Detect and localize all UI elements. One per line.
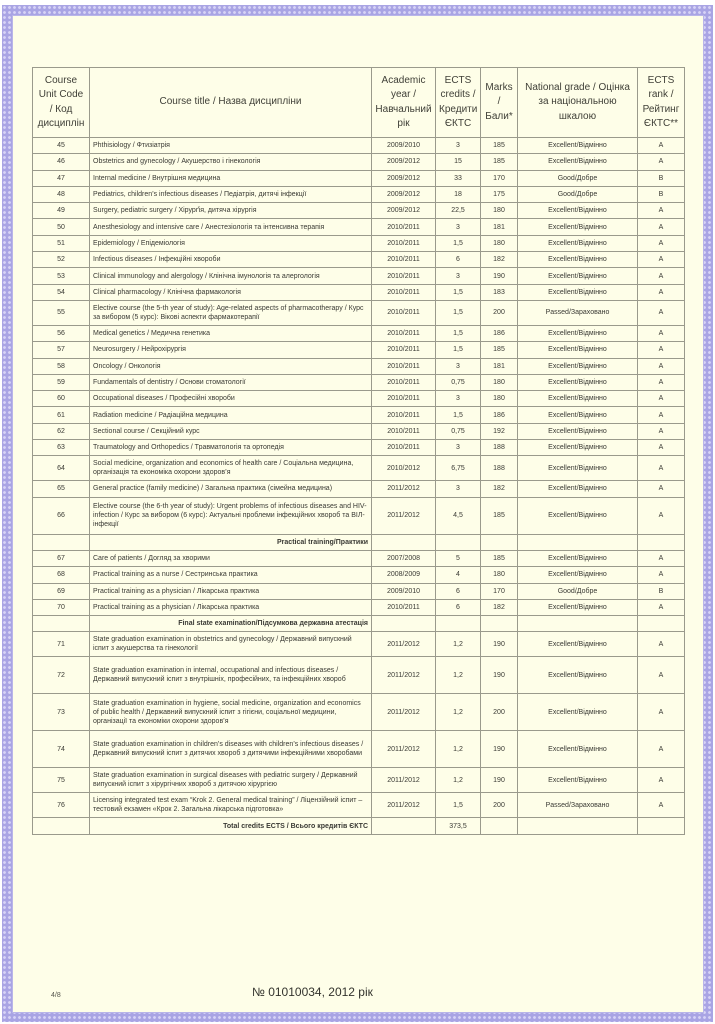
national-grade: Excellent/Відмінно: [518, 407, 638, 423]
academic-year: 2010/2012: [372, 456, 436, 481]
course-code: 56: [33, 325, 90, 341]
national-grade: Passed/Зараховано: [518, 793, 638, 818]
academic-year: 2010/2011: [372, 374, 436, 390]
course-code: 50: [33, 219, 90, 235]
marks: 181: [481, 219, 518, 235]
page-indicator: 4/8: [51, 992, 61, 999]
national-grade: Excellent/Відмінно: [518, 481, 638, 497]
marks: 175: [481, 186, 518, 202]
header-marks: Marks / Бали*: [481, 68, 518, 138]
ects-credits: 4: [436, 567, 481, 583]
national-grade: Excellent/Відмінно: [518, 203, 638, 219]
table-row: [33, 252, 685, 268]
ects-credits: 1,5: [436, 407, 481, 423]
national-grade: Good/Добре: [518, 583, 638, 599]
ects-credits: 3: [436, 481, 481, 497]
course-code: 45: [33, 138, 90, 154]
section-title-final: Final state examination/Підсумкова державна атестація: [90, 616, 372, 632]
academic-year: 2011/2012: [372, 793, 436, 818]
course-code: 69: [33, 583, 90, 599]
course-code: 60: [33, 391, 90, 407]
national-grade: Good/Добре: [518, 186, 638, 202]
ects-rank: B: [638, 583, 685, 599]
total-credits: 373,5: [436, 818, 481, 835]
national-grade: Excellent/Відмінно: [518, 599, 638, 615]
marks: 185: [481, 342, 518, 358]
national-grade: Excellent/Відмінно: [518, 154, 638, 170]
marks: 185: [481, 497, 518, 534]
academic-year: 2011/2012: [372, 694, 436, 731]
marks: 192: [481, 423, 518, 439]
national-grade: Excellent/Відмінно: [518, 358, 638, 374]
course-title: Neurosurgery / Нейрохірургія: [90, 342, 372, 358]
course-code: 57: [33, 342, 90, 358]
course-code: 52: [33, 252, 90, 268]
ects-credits: 3: [436, 358, 481, 374]
table-row: [33, 170, 685, 186]
course-code: 61: [33, 407, 90, 423]
academic-year: 2010/2011: [372, 440, 436, 456]
ects-credits: 1,5: [436, 284, 481, 300]
course-title: Surgery, pediatric surgery / Хірурґія, дитяча хірургія: [90, 203, 372, 219]
ects-rank: A: [638, 325, 685, 341]
course-title: Occupational diseases / Професійні хвороби: [90, 391, 372, 407]
course-title: Obstetrics and gynecology / Акушерство і гінекологія: [90, 154, 372, 170]
table-row: [33, 768, 685, 793]
academic-year: 2010/2011: [372, 407, 436, 423]
header-grade: National grade / Оцінка за національною шкалою: [518, 68, 638, 138]
table-row: [33, 423, 685, 439]
academic-year: 2010/2011: [372, 284, 436, 300]
national-grade: Excellent/Відмінно: [518, 423, 638, 439]
national-grade: Excellent/Відмінно: [518, 219, 638, 235]
table-row: [33, 657, 685, 694]
ects-rank: A: [638, 567, 685, 583]
academic-year: 2010/2011: [372, 219, 436, 235]
academic-year: 2009/2012: [372, 154, 436, 170]
course-title: Elective course (the 6-th year of study): Urgent problems of infectious diseases and HIV-infection / Курс за вибором (6 курс): Актуальні проблеми інфекційних хвороб та ВІЛ-інфекції: [90, 497, 372, 534]
course-code: 75: [33, 768, 90, 793]
ects-rank: A: [638, 456, 685, 481]
course-title: State graduation examination in surgical diseases with pediatric surgery / Державний випускний іспит з хірургічних хвороб з дитячою хірургією: [90, 768, 372, 793]
national-grade: Excellent/Відмінно: [518, 235, 638, 251]
total-label: Total credits ECTS / Всього кредитів ЄКТС: [90, 818, 372, 835]
national-grade: Excellent/Відмінно: [518, 284, 638, 300]
course-code: 71: [33, 632, 90, 657]
ects-credits: 1,2: [436, 632, 481, 657]
ects-rank: A: [638, 440, 685, 456]
academic-year: 2007/2008: [372, 550, 436, 566]
ects-rank: A: [638, 154, 685, 170]
course-title: Fundamentals of dentistry / Основи стоматології: [90, 374, 372, 390]
national-grade: Excellent/Відмінно: [518, 252, 638, 268]
ects-rank: A: [638, 793, 685, 818]
ects-credits: 3: [436, 268, 481, 284]
academic-year: 2011/2012: [372, 731, 436, 768]
marks: 180: [481, 567, 518, 583]
national-grade: Excellent/Відмінно: [518, 632, 638, 657]
ects-credits: 18: [436, 186, 481, 202]
ects-rank: A: [638, 138, 685, 154]
marks: 185: [481, 138, 518, 154]
total-row: [33, 818, 685, 835]
course-title: State graduation examination in children’s diseases with children’s infectious diseases / Державний випускний іспит з дитячих хвороб з дитячими інфекційними хворобами: [90, 731, 372, 768]
marks: 180: [481, 203, 518, 219]
practical-section: [33, 534, 685, 550]
table-row: [33, 407, 685, 423]
table-row: [33, 235, 685, 251]
national-grade: Excellent/Відмінно: [518, 342, 638, 358]
table-row: [33, 497, 685, 534]
course-title: Radiation medicine / Радіаційна медицина: [90, 407, 372, 423]
table-row: [33, 154, 685, 170]
header-title: Course title / Назва дисципліни: [90, 68, 372, 138]
ects-credits: 1,2: [436, 768, 481, 793]
ects-rank: A: [638, 694, 685, 731]
course-code: 51: [33, 235, 90, 251]
course-title: Epidemiology / Епідеміологія: [90, 235, 372, 251]
national-grade: Good/Добре: [518, 170, 638, 186]
marks: 185: [481, 154, 518, 170]
section-title-practical: Practical training/Практики: [90, 534, 372, 550]
final-group: [33, 632, 685, 818]
national-grade: Excellent/Відмінно: [518, 497, 638, 534]
ects-credits: 6,75: [436, 456, 481, 481]
course-code: 64: [33, 456, 90, 481]
national-grade: Excellent/Відмінно: [518, 731, 638, 768]
academic-year: 2010/2011: [372, 342, 436, 358]
course-code: 62: [33, 423, 90, 439]
courses-group: [33, 138, 685, 535]
section-row-practical: [33, 534, 685, 550]
course-code: 49: [33, 203, 90, 219]
course-title: Care of patients / Догляд за хворими: [90, 550, 372, 566]
ects-rank: A: [638, 358, 685, 374]
table-row: [33, 358, 685, 374]
marks: 182: [481, 481, 518, 497]
ects-rank: A: [638, 252, 685, 268]
academic-year: 2011/2012: [372, 768, 436, 793]
ects-credits: 1,2: [436, 694, 481, 731]
academic-year: 2009/2010: [372, 138, 436, 154]
table-row: [33, 550, 685, 566]
ects-credits: 15: [436, 154, 481, 170]
ects-credits: 3: [436, 391, 481, 407]
marks: 200: [481, 300, 518, 325]
course-title: Licensing integrated test exam “Krok 2. General medical training” / Ліцензійний іспит – тестовий екзамен «Крок 2. Загальна лікарська підготовка»: [90, 793, 372, 818]
ects-credits: 6: [436, 583, 481, 599]
table-header-row: [33, 68, 685, 138]
marks: 188: [481, 440, 518, 456]
academic-year: 2011/2012: [372, 481, 436, 497]
ects-credits: 5: [436, 550, 481, 566]
academic-year: 2009/2012: [372, 170, 436, 186]
ects-rank: A: [638, 268, 685, 284]
academic-year: 2009/2010: [372, 583, 436, 599]
table-row: [33, 268, 685, 284]
marks: 180: [481, 391, 518, 407]
ects-rank: A: [638, 599, 685, 615]
table-row: [33, 325, 685, 341]
ects-credits: 1,5: [436, 325, 481, 341]
academic-year: 2010/2011: [372, 599, 436, 615]
marks: 188: [481, 456, 518, 481]
ects-rank: A: [638, 374, 685, 390]
course-code: 47: [33, 170, 90, 186]
table-row: [33, 203, 685, 219]
table-row: [33, 793, 685, 818]
ects-credits: 33: [436, 170, 481, 186]
course-code: 63: [33, 440, 90, 456]
marks: 190: [481, 657, 518, 694]
ects-credits: 1,2: [436, 731, 481, 768]
table-row: [33, 219, 685, 235]
course-title: Clinical pharmacology / Клінічна фармакологія: [90, 284, 372, 300]
practical-group: [33, 550, 685, 615]
national-grade: Excellent/Відмінно: [518, 374, 638, 390]
marks: 180: [481, 235, 518, 251]
course-code: 74: [33, 731, 90, 768]
grades-table: [32, 67, 685, 835]
table-row: [33, 440, 685, 456]
section-row-final: [33, 616, 685, 632]
ects-rank: A: [638, 342, 685, 358]
ects-rank: A: [638, 481, 685, 497]
table-row: [33, 583, 685, 599]
course-code: 65: [33, 481, 90, 497]
course-code: 68: [33, 567, 90, 583]
marks: 190: [481, 768, 518, 793]
ects-rank: A: [638, 284, 685, 300]
table-row: [33, 300, 685, 325]
national-grade: Excellent/Відмінно: [518, 391, 638, 407]
course-code: 70: [33, 599, 90, 615]
course-code: 48: [33, 186, 90, 202]
marks: 183: [481, 284, 518, 300]
national-grade: Excellent/Відмінно: [518, 138, 638, 154]
table-row: [33, 481, 685, 497]
header-code: Course Unit Code / Код дисциплін: [33, 68, 90, 138]
course-title: Medical genetics / Медична генетика: [90, 325, 372, 341]
ects-rank: A: [638, 391, 685, 407]
ects-rank: B: [638, 186, 685, 202]
national-grade: Passed/Зараховано: [518, 300, 638, 325]
course-code: 67: [33, 550, 90, 566]
marks: 190: [481, 632, 518, 657]
ects-rank: A: [638, 550, 685, 566]
marks: 190: [481, 268, 518, 284]
marks: 170: [481, 170, 518, 186]
document-number: № 01010034, 2012 рік: [252, 985, 373, 999]
ects-rank: A: [638, 423, 685, 439]
national-grade: Excellent/Відмінно: [518, 440, 638, 456]
course-title: Traumatology and Orthopedics / Травматологія та ортопедія: [90, 440, 372, 456]
ects-rank: A: [638, 657, 685, 694]
academic-year: 2008/2009: [372, 567, 436, 583]
academic-year: 2010/2011: [372, 358, 436, 374]
course-code: 46: [33, 154, 90, 170]
ects-rank: A: [638, 731, 685, 768]
ects-credits: 6: [436, 599, 481, 615]
total-section: [33, 818, 685, 835]
academic-year: 2010/2011: [372, 325, 436, 341]
academic-year: 2009/2012: [372, 203, 436, 219]
table-row: [33, 186, 685, 202]
course-title: State graduation examination in internal, occupational and infectious diseases / Державний випускний іспит з внутрішніх, професійних, та інфекційних хвороб: [90, 657, 372, 694]
ects-credits: 3: [436, 440, 481, 456]
ects-credits: 1,5: [436, 300, 481, 325]
academic-year: 2009/2012: [372, 186, 436, 202]
course-title: Sectional course / Секційний курс: [90, 423, 372, 439]
ects-credits: 6: [436, 252, 481, 268]
table-row: [33, 632, 685, 657]
ects-rank: A: [638, 300, 685, 325]
marks: 190: [481, 731, 518, 768]
course-title: Social medicine, organization and economics of health care / Соціальна медицина, організація та економіка охорони здоров’я: [90, 456, 372, 481]
academic-year: 2011/2012: [372, 497, 436, 534]
marks: 200: [481, 793, 518, 818]
course-title: General practice (family medicine) / Загальна практика (сімейна медицина): [90, 481, 372, 497]
ects-credits: 22,5: [436, 203, 481, 219]
marks: 182: [481, 252, 518, 268]
course-code: 59: [33, 374, 90, 390]
course-title: Oncology / Онкологія: [90, 358, 372, 374]
academic-year: 2010/2011: [372, 252, 436, 268]
academic-year: 2010/2011: [372, 235, 436, 251]
ects-credits: 0,75: [436, 423, 481, 439]
table-row: [33, 599, 685, 615]
table-row: [33, 342, 685, 358]
academic-year: 2010/2011: [372, 423, 436, 439]
academic-year: 2011/2012: [372, 657, 436, 694]
ects-rank: A: [638, 407, 685, 423]
academic-year: 2010/2011: [372, 300, 436, 325]
table-row: [33, 694, 685, 731]
marks: 181: [481, 358, 518, 374]
table-row: [33, 731, 685, 768]
national-grade: Excellent/Відмінно: [518, 657, 638, 694]
national-grade: Excellent/Відмінно: [518, 567, 638, 583]
academic-year: 2011/2012: [372, 632, 436, 657]
ects-credits: 1,2: [436, 657, 481, 694]
course-code: 76: [33, 793, 90, 818]
course-code: 66: [33, 497, 90, 534]
national-grade: Excellent/Відмінно: [518, 268, 638, 284]
ects-rank: A: [638, 632, 685, 657]
course-code: 54: [33, 284, 90, 300]
course-title: Practical training as a physician / Лікарська практика: [90, 583, 372, 599]
course-title: Infectious diseases / Інфекційні хвороби: [90, 252, 372, 268]
national-grade: Excellent/Відмінно: [518, 325, 638, 341]
marks: 182: [481, 599, 518, 615]
ects-credits: 0,75: [436, 374, 481, 390]
marks: 186: [481, 325, 518, 341]
course-code: 72: [33, 657, 90, 694]
final-section: [33, 616, 685, 632]
header-year: Academic year / Навчальний рік: [372, 68, 436, 138]
course-title: Anesthesiology and intensive care / Анестезіологія та інтенсивна терапія: [90, 219, 372, 235]
marks: 180: [481, 374, 518, 390]
ects-credits: 1,5: [436, 793, 481, 818]
course-code: 55: [33, 300, 90, 325]
ects-credits: 1,5: [436, 235, 481, 251]
marks: 200: [481, 694, 518, 731]
table-row: [33, 567, 685, 583]
national-grade: Excellent/Відмінно: [518, 456, 638, 481]
ects-credits: 1,5: [436, 342, 481, 358]
ects-credits: 4,5: [436, 497, 481, 534]
course-title: Clinical immunology and alergology / Клінічна імунологія та алергологія: [90, 268, 372, 284]
national-grade: Excellent/Відмінно: [518, 768, 638, 793]
academic-year: 2010/2011: [372, 268, 436, 284]
table-row: [33, 284, 685, 300]
ects-rank: A: [638, 497, 685, 534]
marks: 170: [481, 583, 518, 599]
national-grade: Excellent/Відмінно: [518, 694, 638, 731]
national-grade: Excellent/Відмінно: [518, 550, 638, 566]
marks: 186: [481, 407, 518, 423]
table-row: [33, 374, 685, 390]
academic-year: 2010/2011: [372, 391, 436, 407]
ects-rank: A: [638, 203, 685, 219]
course-title: State graduation examination in obstetrics and gynecology / Державний випускний іспит з акушерства та гінекології: [90, 632, 372, 657]
course-title: Elective course (the 5-th year of study): Age-related aspects of pharmacotherapy / Курс за вибором (5 курс): Вікові аспекти фармакотерапії: [90, 300, 372, 325]
table-row: [33, 391, 685, 407]
header-rank: ECTS rank / Рейтинг ЄКТС**: [638, 68, 685, 138]
ects-credits: 3: [436, 219, 481, 235]
header-credits: ECTS credits / Кредити ЄКТС: [436, 68, 481, 138]
ects-rank: B: [638, 170, 685, 186]
course-title: Internal medicine / Внутрішня медицина: [90, 170, 372, 186]
course-title: Practical training as a physician / Лікарська практика: [90, 599, 372, 615]
ects-credits: 3: [436, 138, 481, 154]
course-code: 73: [33, 694, 90, 731]
ects-rank: A: [638, 219, 685, 235]
ects-rank: A: [638, 235, 685, 251]
course-title: State graduation examination in hygiene, social medicine, organization and economics of public health / Державний випускний іспит з гігієни, соціальної медицини, організації та економіки охорони здоров’я: [90, 694, 372, 731]
table-row: [33, 456, 685, 481]
table-row: [33, 138, 685, 154]
course-code: 58: [33, 358, 90, 374]
course-title: Pediatrics, children’s infectious diseases / Педіатрія, дитячі інфекції: [90, 186, 372, 202]
marks: 185: [481, 550, 518, 566]
course-title: Practical training as a nurse / Сестринська практика: [90, 567, 372, 583]
ects-rank: A: [638, 768, 685, 793]
course-title: Phthisiology / Фтизіатрія: [90, 138, 372, 154]
document-page: [12, 15, 704, 1013]
course-code: 53: [33, 268, 90, 284]
